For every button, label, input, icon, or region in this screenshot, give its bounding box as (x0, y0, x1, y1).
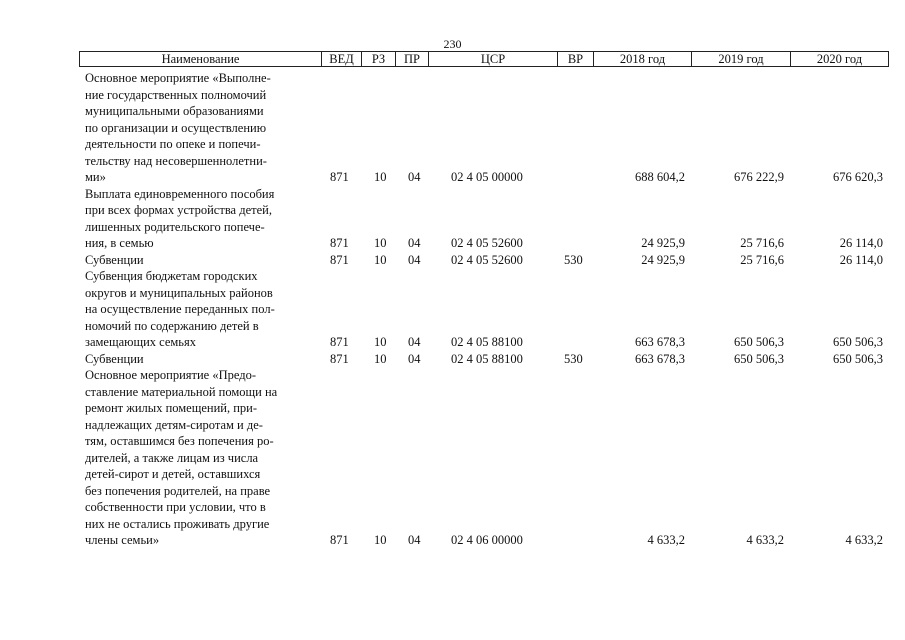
row-name-line: лишенных родительского попече- (85, 219, 265, 234)
header-name: Наименование (80, 52, 322, 66)
row-name-line: члены семьи» (85, 533, 160, 547)
row-name-line: без попечения родителей, на праве (85, 483, 271, 498)
row-name-line: тельству над несовершеннолетни- (85, 153, 267, 168)
row-name-line: на осуществление переданных пол- (85, 302, 275, 316)
row-name-line: по организации и осуществлению (85, 120, 267, 135)
header-2018: 2018 год (594, 52, 692, 66)
row-value-2019: 25 716,6 (740, 236, 784, 250)
header-pr: ПР (396, 52, 429, 66)
row-csr: 02 4 06 00000 (451, 533, 523, 547)
row-csr: 02 4 05 88100 (451, 351, 523, 366)
page-number: 230 (443, 37, 462, 51)
row-name-line: тям, оставшимся без попечения ро- (85, 434, 274, 448)
row-vr: 530 (564, 351, 583, 366)
header-rz: РЗ (362, 52, 396, 66)
header-ved: ВЕД (322, 52, 362, 66)
row-name-line: деятельности по опеке и попечи- (85, 137, 261, 151)
row-name-line: ние государственных полномочий (85, 87, 267, 102)
row-name-line: при всех формах устройства детей, (85, 203, 272, 217)
row-name-line: дителей, а также лицам из числа (85, 450, 259, 465)
row-csr: 02 4 05 00000 (451, 170, 523, 184)
row-ved: 871 (330, 351, 349, 366)
row-pr: 04 (408, 236, 421, 250)
row-csr: 02 4 05 52600 (451, 252, 523, 267)
row-name-line: Субвенция бюджетам городских (85, 269, 258, 283)
row-ved: 871 (330, 533, 349, 547)
row-name-line: ния, в семью (85, 236, 154, 250)
row-vr: 530 (564, 252, 583, 267)
row-value-2019: 676 222,9 (734, 170, 784, 184)
row-rz: 10 (374, 351, 387, 366)
row-rz: 10 (374, 533, 387, 547)
header-csr: ЦСР (429, 52, 558, 66)
row-pr: 04 (408, 351, 421, 366)
row-name-line: детей-сирот и детей, оставшихся (85, 467, 261, 481)
row-pr: 04 (408, 533, 421, 547)
row-pr: 04 (408, 252, 421, 267)
row-value-2018: 24 925,9 (641, 236, 685, 250)
row-csr: 02 4 05 88100 (451, 335, 523, 349)
header-vr: ВР (558, 52, 594, 66)
row-value-2019: 25 716,6 (740, 252, 784, 267)
row-ved: 871 (330, 252, 349, 267)
row-name-line: муниципальными образованиями (85, 104, 264, 118)
row-name-line: Основное мероприятие «Выполне- (85, 71, 271, 85)
table-row (0, 367, 905, 549)
row-value-2020: 26 114,0 (839, 252, 883, 267)
table-header (79, 51, 889, 67)
table-row (0, 351, 905, 368)
row-rz: 10 (374, 236, 387, 250)
table-row (0, 186, 905, 252)
row-value-2018: 663 678,3 (635, 351, 685, 366)
table-row (0, 252, 905, 269)
row-name-line: Субвенции (85, 252, 144, 267)
row-name-line: ми» (85, 170, 106, 184)
row-name-line: собственности при условии, что в (85, 500, 266, 514)
row-name-line: номочий по содержанию детей в (85, 318, 259, 333)
row-name-line: замещающих семьях (85, 335, 197, 349)
row-value-2018: 4 633,2 (647, 533, 685, 547)
row-ved: 871 (330, 170, 349, 184)
row-value-2018: 24 925,9 (641, 252, 685, 267)
header-2019: 2019 год (692, 52, 791, 66)
row-csr: 02 4 05 52600 (451, 236, 523, 250)
row-value-2020: 650 506,3 (833, 351, 883, 366)
row-value-2020: 26 114,0 (839, 236, 883, 250)
row-value-2019: 650 506,3 (734, 335, 784, 349)
row-value-2020: 4 633,2 (845, 533, 883, 547)
header-2020: 2020 год (816, 52, 863, 66)
row-rz: 10 (374, 170, 387, 184)
row-name-line: них не остались проживать другие (85, 516, 270, 531)
row-value-2019: 4 633,2 (746, 533, 784, 547)
row-ved: 871 (330, 335, 349, 349)
row-name-line: ремонт жилых помещений, при- (85, 401, 258, 415)
row-name-line: Субвенции (85, 351, 144, 366)
table-row (0, 70, 905, 186)
row-value-2019: 650 506,3 (734, 351, 784, 366)
row-pr: 04 (408, 335, 421, 349)
row-value-2018: 688 604,2 (635, 170, 685, 184)
row-rz: 10 (374, 252, 387, 267)
row-name-line: ставление материальной помощи на (85, 384, 278, 399)
row-rz: 10 (374, 335, 387, 349)
row-name-line: Выплата единовременного пособия (85, 186, 275, 201)
row-name-line: Основное мероприятие «Предо- (85, 368, 257, 382)
row-value-2020: 650 506,3 (833, 335, 883, 349)
table-row (0, 268, 905, 351)
row-pr: 04 (408, 170, 421, 184)
row-name-line: надлежащих детям-сиротам и де- (85, 417, 263, 432)
row-ved: 871 (330, 236, 349, 250)
row-name-line: округов и муниципальных районов (85, 285, 273, 300)
row-value-2018: 663 678,3 (635, 335, 685, 349)
row-value-2020: 676 620,3 (833, 170, 883, 184)
